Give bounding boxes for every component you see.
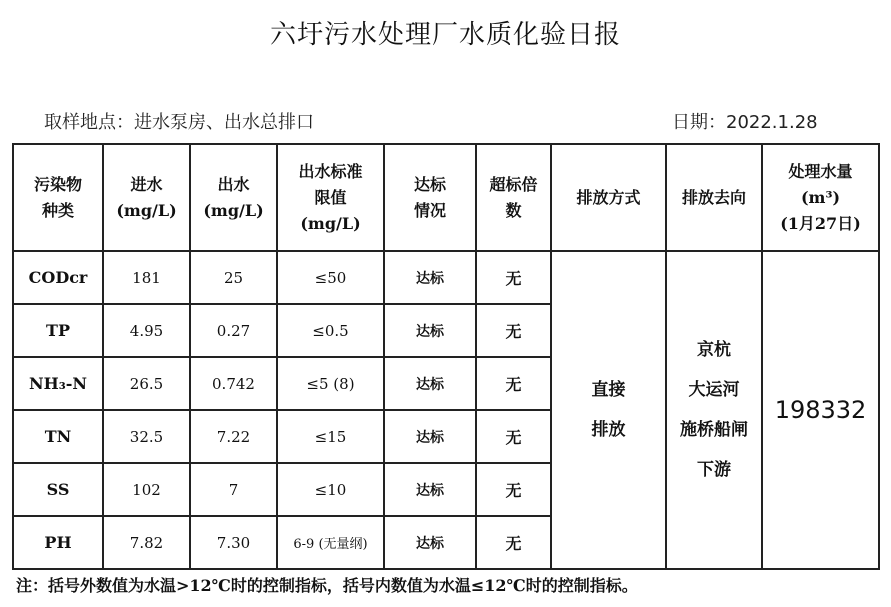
outlet-cell: 0.27 xyxy=(190,304,277,357)
pollutant-cell: PH xyxy=(13,516,103,569)
outlet-cell: 25 xyxy=(190,251,277,304)
inlet-cell: 26.5 xyxy=(103,357,190,410)
exceed-cell: 无 xyxy=(476,410,551,463)
header-discharge-destination: 排放去向 xyxy=(666,144,762,251)
report-date: 日期：2022.1.28 xyxy=(672,112,818,133)
exceed-cell: 无 xyxy=(476,357,551,410)
inlet-cell: 7.82 xyxy=(103,516,190,569)
inlet-cell: 181 xyxy=(103,251,190,304)
water-quality-table xyxy=(12,143,880,570)
outlet-cell: 7.30 xyxy=(190,516,277,569)
discharge-method-cell: 直接 排放 xyxy=(551,251,666,569)
exceed-cell: 无 xyxy=(476,251,551,304)
discharge-destination-cell: 京杭 大运河 施桥船闸 下游 xyxy=(666,251,762,569)
inlet-cell: 32.5 xyxy=(103,410,190,463)
compliance-cell: 达标 xyxy=(384,516,476,569)
limit-cell: ≤50 xyxy=(277,251,384,304)
pollutant-cell: TP xyxy=(13,304,103,357)
compliance-cell: 达标 xyxy=(384,304,476,357)
header-limit: 出水标准 限值 (mg/L) xyxy=(277,144,384,251)
outlet-cell: 0.742 xyxy=(190,357,277,410)
limit-cell: ≤5 (8) xyxy=(277,357,384,410)
limit-cell: ≤15 xyxy=(277,410,384,463)
header-pollutant: 污染物 种类 xyxy=(13,144,103,251)
compliance-cell: 达标 xyxy=(384,357,476,410)
pollutant-cell: SS xyxy=(13,463,103,516)
header-volume: 处理水量 (m³) (1月27日) xyxy=(762,144,879,251)
header-discharge-method: 排放方式 xyxy=(551,144,666,251)
outlet-cell: 7 xyxy=(190,463,277,516)
compliance-cell: 达标 xyxy=(384,251,476,304)
limit-cell: 6-9 (无量纲) xyxy=(277,516,384,569)
pollutant-cell: TN xyxy=(13,410,103,463)
footnote: 注：括号外数值为水温>12℃时的控制指标，括号内数值为水温≤12℃时的控制指标。 xyxy=(16,576,638,595)
inlet-cell: 4.95 xyxy=(103,304,190,357)
report-title: 六圩污水处理厂水质化验日报 xyxy=(269,20,621,50)
outlet-cell: 7.22 xyxy=(190,410,277,463)
header-compliance: 达标 情况 xyxy=(384,144,476,251)
sampling-location: 取样地点：进水泵房、出水总排口 xyxy=(44,112,314,133)
inlet-cell: 102 xyxy=(103,463,190,516)
header-inlet: 进水 (mg/L) xyxy=(103,144,190,251)
exceed-cell: 无 xyxy=(476,516,551,569)
pollutant-cell: NH₃-N xyxy=(13,357,103,410)
limit-cell: ≤10 xyxy=(277,463,384,516)
header-outlet: 出水 (mg/L) xyxy=(190,144,277,251)
compliance-cell: 达标 xyxy=(384,463,476,516)
compliance-cell: 达标 xyxy=(384,410,476,463)
exceed-cell: 无 xyxy=(476,304,551,357)
table-row xyxy=(13,251,879,304)
header-exceed: 超标倍 数 xyxy=(476,144,551,251)
header-row xyxy=(13,144,879,251)
pollutant-cell: CODcr xyxy=(13,251,103,304)
limit-cell: ≤0.5 xyxy=(277,304,384,357)
volume-cell: 198332 xyxy=(762,251,879,569)
exceed-cell: 无 xyxy=(476,463,551,516)
